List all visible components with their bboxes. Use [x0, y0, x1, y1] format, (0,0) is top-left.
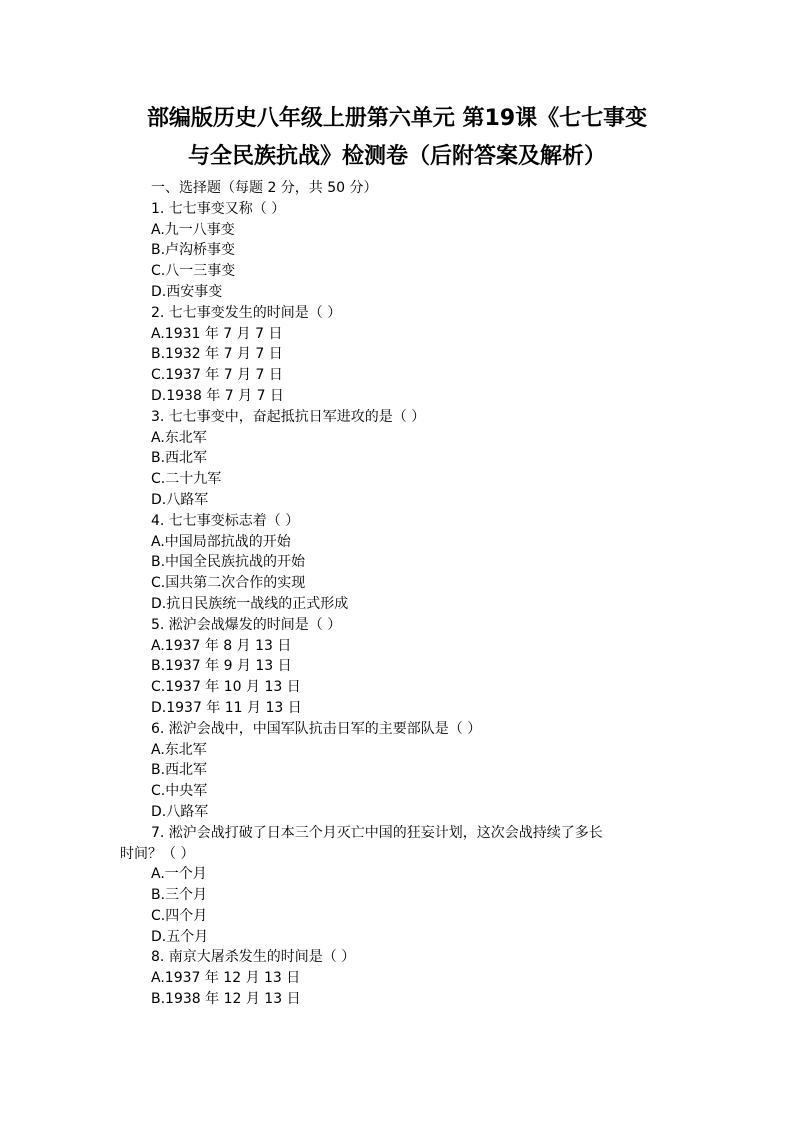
question-stem-8: 8. 南京大屠杀发生的时间是（ ）: [151, 949, 356, 966]
question-body: [120, 178, 680, 1010]
question-2-option-a: A.1931 年 7 月 7 日: [151, 325, 283, 342]
question-7-option-c: C.四个月: [151, 907, 208, 924]
question-8-option-a: A.1937 年 12 月 13 日: [151, 970, 301, 987]
question-5-option-d: D.1937 年 11 月 13 日: [151, 699, 302, 716]
question-5-option-c: C.1937 年 10 月 13 日: [151, 679, 301, 696]
question-1-option-a: A.九一八事变: [151, 221, 235, 238]
question-1-option-b: B.卢沟桥事变: [151, 242, 236, 259]
question-stem-5: 5. 淞沪会战爆发的时间是（ ）: [151, 616, 342, 633]
question-3-option-b: B.西北军: [151, 450, 208, 467]
question-6-option-d: D.八路军: [151, 803, 209, 820]
question-1-option-d: D.西安事变: [151, 283, 223, 300]
question-stem-4: 4. 七七事变标志着（ ）: [151, 512, 300, 529]
question-6-option-c: C.中央军: [151, 783, 208, 800]
document-title-line-2: 与全民族抗战》检测卷（后附答案及解析）: [187, 144, 606, 169]
question-stem-2: 2. 七七事变发生的时间是（ ）: [151, 304, 342, 321]
question-5-option-a: A.1937 年 8 月 13 日: [151, 637, 292, 654]
section-heading: 一、选择题（每题 2 分，共 50 分）: [151, 180, 378, 196]
question-7-option-b: B.三个月: [151, 887, 208, 904]
question-3-option-a: A.东北军: [151, 429, 207, 446]
question-stem-6: 6. 淞沪会战中，中国军队抗击日军的主要部队是（ ）: [151, 720, 482, 737]
question-3-option-d: D.八路军: [151, 491, 209, 508]
question-stem-3: 3. 七七事变中，奋起抵抗日军进攻的是（ ）: [151, 408, 426, 425]
question-2-option-d: D.1938 年 7 月 7 日: [151, 387, 284, 404]
question-8-option-b: B.1938 年 12 月 13 日: [151, 991, 301, 1008]
question-3-option-c: C.二十九军: [151, 471, 222, 488]
question-stem-7-line-1: 7. 淞沪会战打破了日本三个月灭亡中国的狂妄计划，这次会战持续了多长: [151, 824, 603, 841]
question-7-option-a: A.一个月: [151, 866, 207, 883]
question-4-option-b: B.中国全民族抗战的开始: [151, 554, 306, 571]
document-title-line-1: 部编版历史八年级上册第六单元 第19课《七七事变: [146, 106, 648, 131]
question-stem-7-line-2: 时间？（ ）: [120, 845, 195, 862]
question-7-option-d: D.五个月: [151, 928, 209, 945]
question-6-option-a: A.东北军: [151, 741, 207, 758]
question-6-option-b: B.西北军: [151, 762, 208, 779]
question-4-option-c: C.国共第二次合作的实现: [151, 575, 306, 592]
question-1-option-c: C.八一三事变: [151, 263, 236, 280]
question-4-option-d: D.抗日民族统一战线的正式形成: [151, 595, 349, 612]
question-5-option-b: B.1937 年 9 月 13 日: [151, 658, 292, 675]
question-4-option-a: A.中国局部抗战的开始: [151, 533, 291, 550]
question-2-option-b: B.1932 年 7 月 7 日: [151, 346, 283, 363]
question-stem-1: 1. 七七事变又称（ ）: [151, 200, 286, 217]
question-2-option-c: C.1937 年 7 月 7 日: [151, 367, 283, 384]
